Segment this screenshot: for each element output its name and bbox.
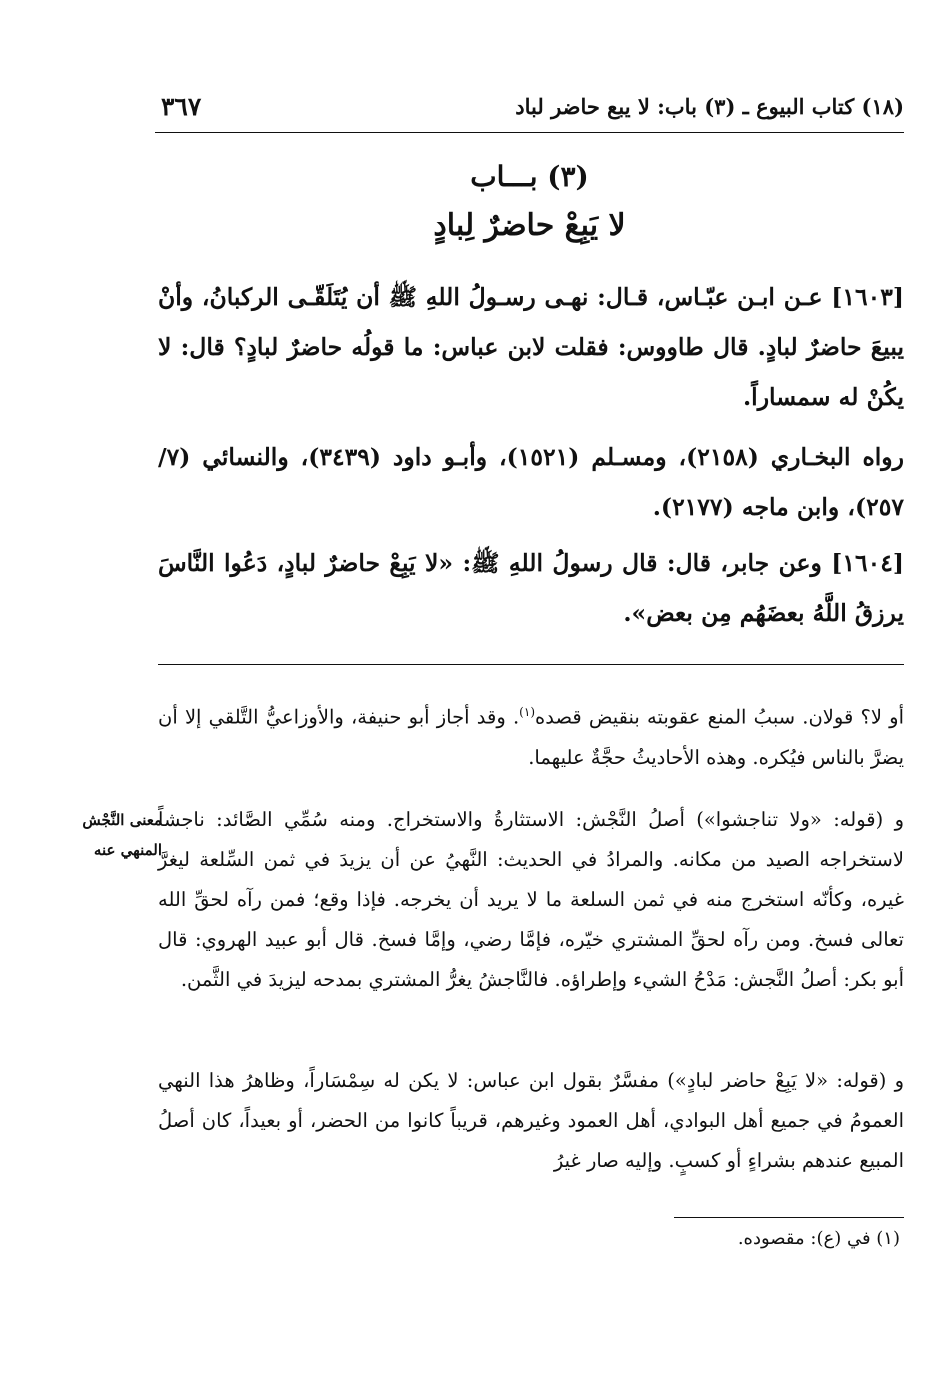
- page-number: ٣٦٧: [161, 92, 202, 121]
- hadith-1604: [١٦٠٤] وعن جابر، قال: قال رسولُ اللهِ ﷺ: «لا يَبِعْ حاضرٌ لبادٍ، دَعُوا النَّاسَ يرزقُ اللَّهُ بعضَهُم مِن بعض».: [158, 549, 904, 627]
- margin-note: معنى النَّجْش: [82, 811, 162, 829]
- commentary-paragraph: [158, 692, 904, 778]
- running-header-title: (١٨) كتاب البيوع ـ (٣) باب: لا يبع حاضر لباد: [515, 94, 904, 119]
- commentary-paragraph: و (قوله: «ولا تناجشوا») أصلُ النَّجْش: الاستثارةُ والاستخراج. ومنه سُمِّي الصَّائد: ناجشاً لاستخراجه الصيد من مكانه. والمرادُ في الحديث: النَّهيُ عن أن يزيدَ في ثمن السِّلعة ليغرَّ غيره، وكأنّه استخرج منه في ثمن السلعة ما لا يريد أن يخرجه. فإذا وقع؛ فمن رآه لحقِّ الله تعالى فسخ. ومن رآه لحقِّ المشتري خيّره، فإمَّا رضي، وإمَّا فسخ. قال أبو عبيد الهروي: قال أبو بكر: أصلُ النَّجش: مَدْحُ الشيء وإطراؤه. فالنَّاجشُ يغرُّ المشتري بمدحه ليزيدَ في الثَّمن.: [158, 808, 904, 991]
- commentary-text: أو لا؟ قولان. سببُ المنع عقوبته بنقيض قصده: [535, 705, 904, 729]
- section-divider: [158, 664, 904, 665]
- commentary-text: . وقد أجاز أبو حنيفة، والأوزاعيُّ التَّلقي إلا أن يضرَّ بالناس فيُكره. وهذه الأحاديثُ حجَّةٌ عليهما.: [158, 705, 904, 769]
- hadith-1603: [١٦٠٣] عـن ابـن عبّـاس، قـال: نهـى رسـولُ اللهِ ﷺ أن يُتَلَقّـى الركبانُ، وأنْ يبيعَ حاضرٌ لبادٍ. قال طاووس: فقلت لابن عباس: ما قولُه حاضرٌ لبادٍ؟ قال: لا يكُنْ له سمساراً.: [158, 283, 904, 411]
- hadith-1603-sources: رواه البخـاري (٢١٥٨)، ومسـلم (١٥٢١)، وأبـو داود (٣٤٣٩)، والنسائي (٧/ ٢٥٧)، وابن ماجه (٢١٧٧).: [158, 443, 904, 521]
- footnote-divider: [674, 1217, 904, 1218]
- footnote: (١) في (ع): مقصوده.: [737, 1228, 900, 1249]
- running-header: [155, 92, 904, 133]
- chapter-label: (٣) بـــاب: [470, 160, 589, 193]
- commentary-paragraph: و (قوله: «لا يَبِعْ حاضر لبادٍ») مفسَّرٌ بقول ابن عباس: لا يكن له سِمْسَاراً، وظاهرُ هذا النهي العمومُ في جميع أهل البوادي، أهل العمود وغيرهم، قريباً كانوا من الحضر، أو بعيداً، كان أصلُ المبيع عندهم بشراءٍ أو كسبٍ. وإليه صار غيرُ: [158, 1069, 904, 1172]
- margin-note: المنهي عنه: [93, 841, 162, 859]
- chapter-title: لا يَبِعْ حاضرٌ لِبادٍ: [433, 208, 626, 243]
- footnote-reference[interactable]: (١): [519, 705, 535, 719]
